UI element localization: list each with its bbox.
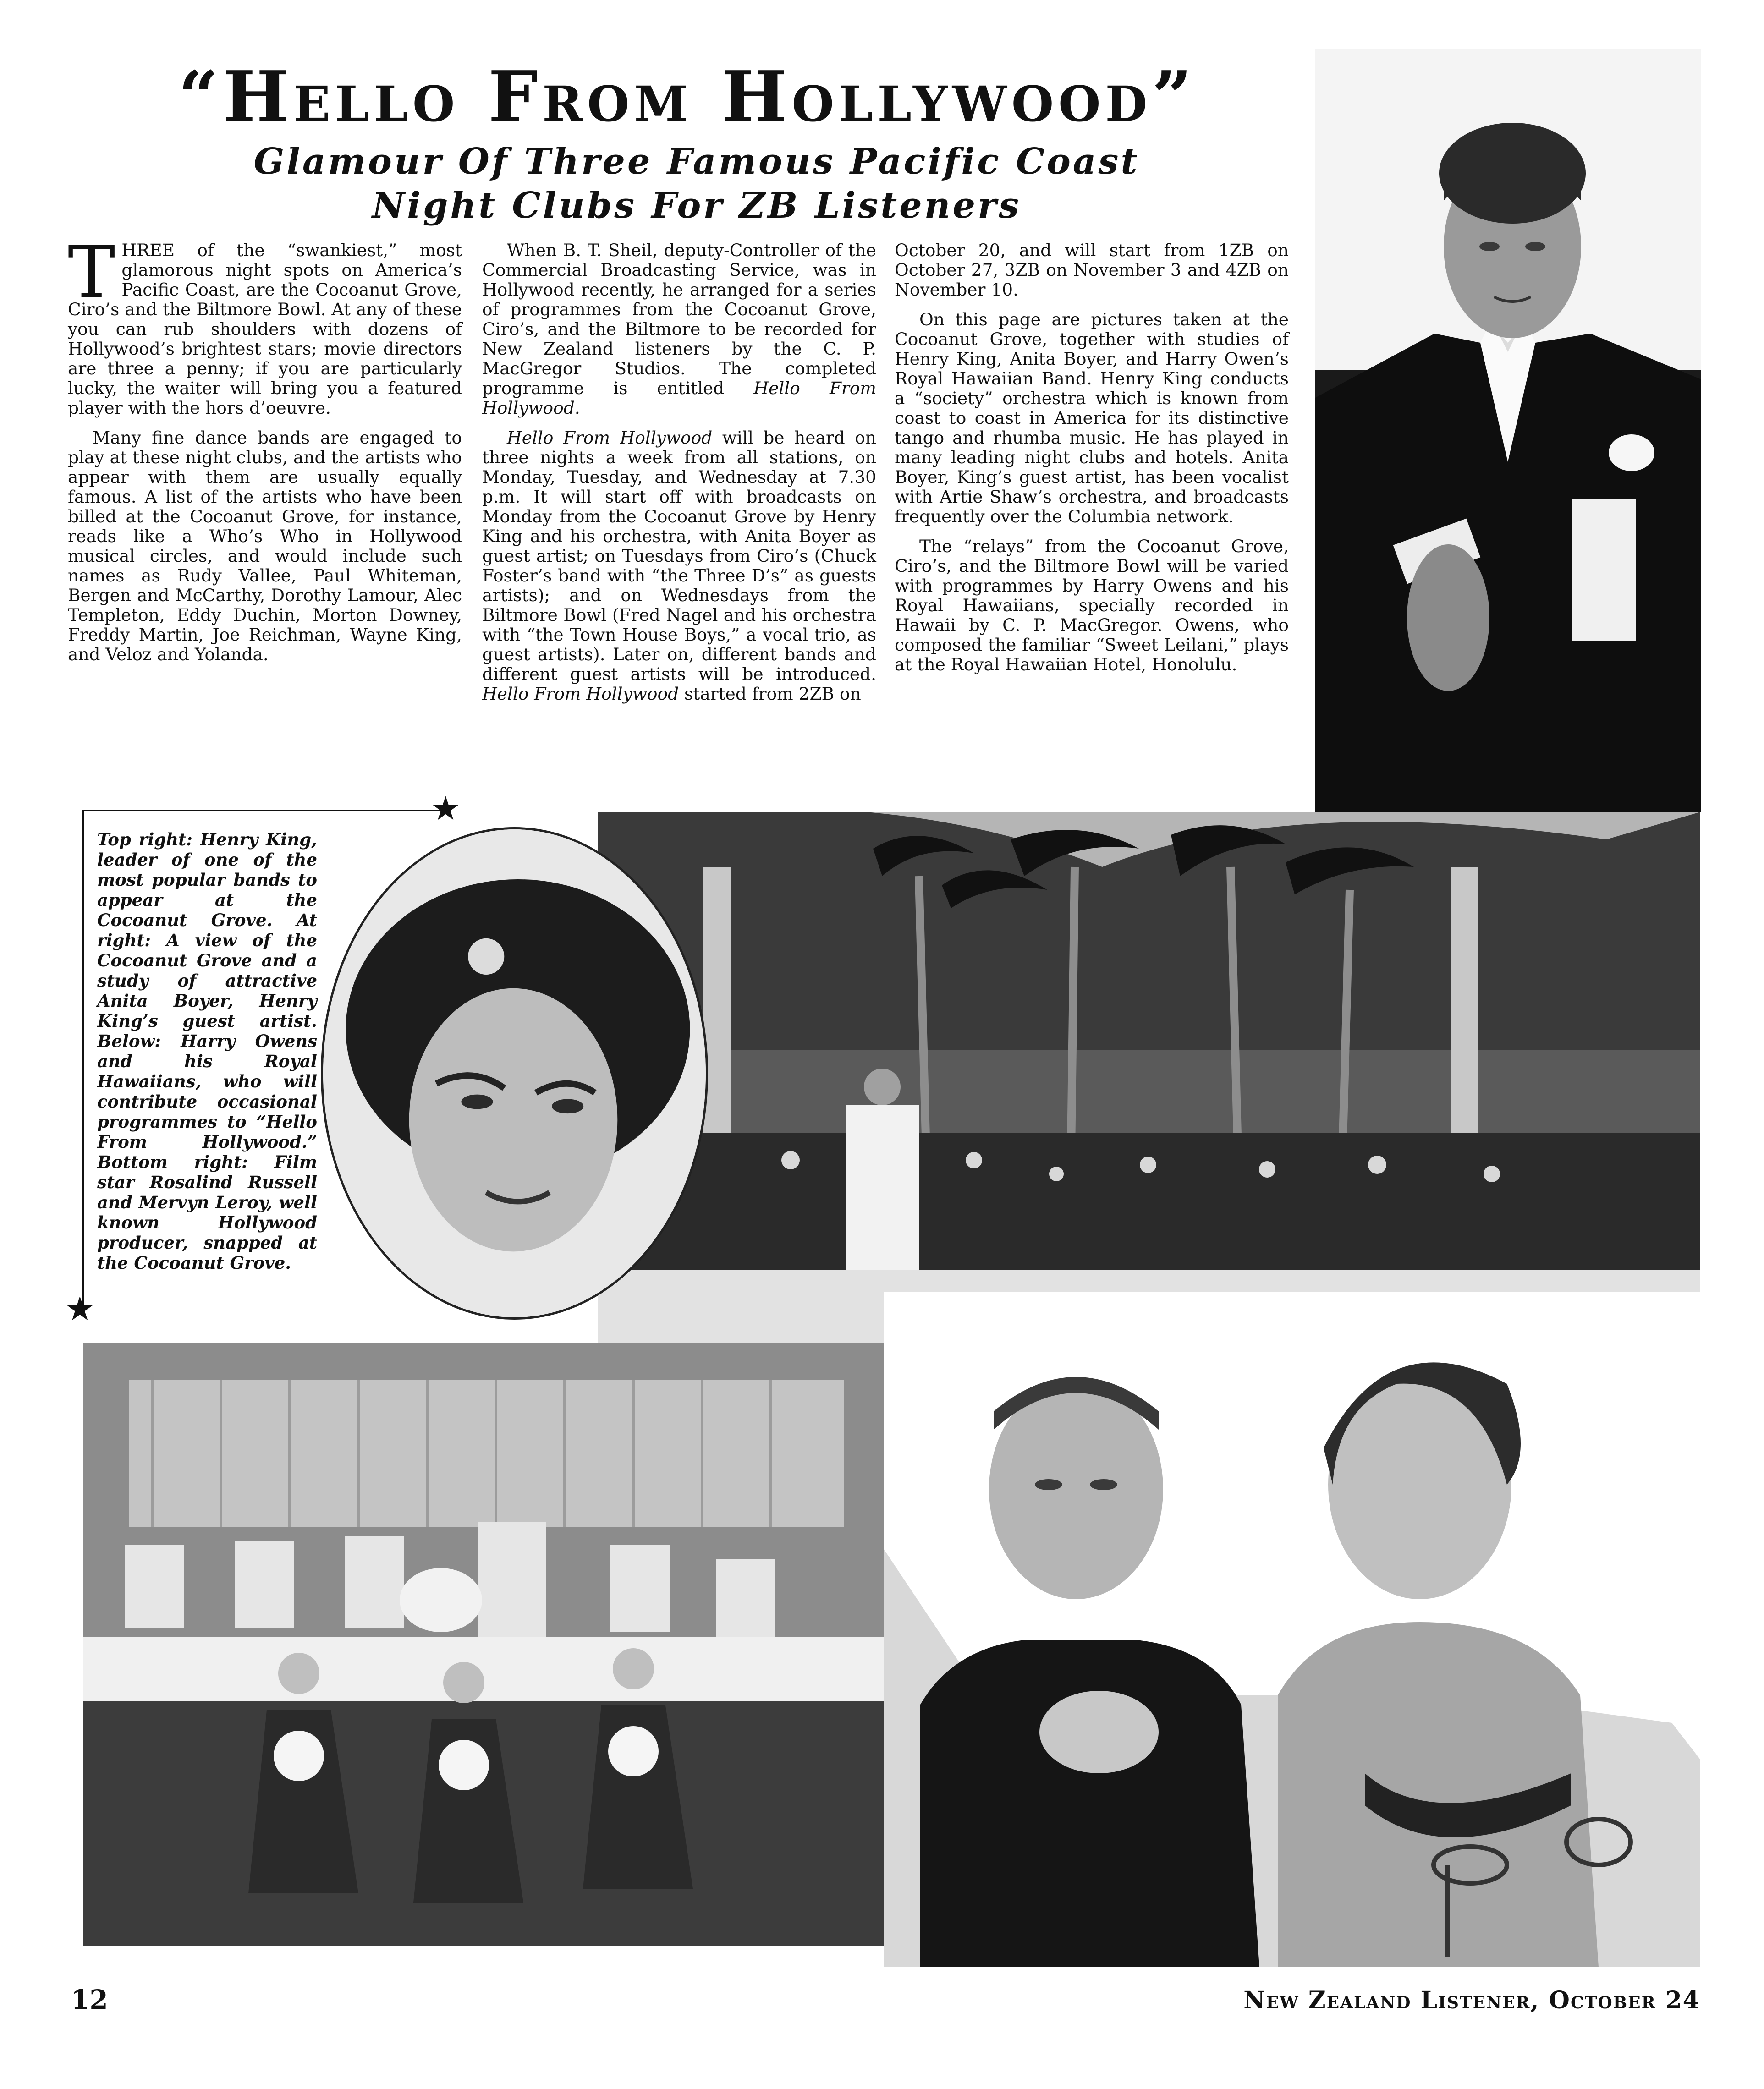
paragraph-text: When B. T. Sheil, deputy-Controller of the Commercial Broadcasting Service, was in Hollywood recently, he arranged for a series of programmes from the Cocoanut Grove, Ciro’s, and the Biltmore to be recorded for New Zealand listeners by the C. P. MacGregor Studios. The completed programme is entitled [482,240,876,398]
paragraph: Many fine dance bands are engaged to play at these night clubs, and the artists who appear with them are usually equally famous. A list of the artists who have been billed at the Cocoanut Grove, for instance, reads like a Who’s Who in Hollywood musical circles, and would include such names as Rudy Vallee, Paul Whiteman, Bergen and McCarthy, Dorothy Lamour, Alec Templeton, Eddy Duchin, Morton Downey, Freddy Martin, Joe Reichman, Wayne King, and Veloz and Yolanda. [68,428,462,664]
cocoanut-grove-photo [598,812,1700,1343]
paragraph-text: will be heard on three nights a week from all stations, on Monday, Tuesday, and Wednesday at 7.30 p.m. It will start off with broadcasts on Monday from the Cocoanut Grove by Henry King and his orchestra, with Anita Boyer as guest artist; on Tuesdays from Ciro’s (Chuck Foster’s band with “the Three D’s” as guests artists); and on Wednesdays from the Biltmore Bowl (Fred Nagel and his orchestra with “the Town House Boys,” a vocal trio, as guest artists). Later on, different bands and different guest artists will be introduced. [482,428,877,684]
subheadline [174,140,1219,228]
harry-owens-band-photo [83,1343,884,1946]
star-icon: ★ [65,1289,95,1328]
article-column-2 [482,241,876,714]
caption-rule [82,810,445,811]
paragraph [68,231,462,418]
paragraph: The “relays” from the Cocoanut Grove, Ciro’s, and the Biltmore Bowl will be varied with programmes by Harry Owens and his Royal Hawaiians, specially recorded in Hawaii by C. P. MacGregor. Owens, who composed the familiar “Sweet Leilani,” plays at the Royal Hawaiian Hotel, Honolulu. [895,536,1289,674]
article-column-1 [68,231,462,674]
star-icon: ★ [431,789,461,828]
subheadline-line-2: Night Clubs For ZB Listeners [372,185,1022,226]
caption-vertical-rule [82,810,84,1307]
paragraph [482,428,876,704]
programme-title: Hello From Hollywood [507,428,713,448]
henry-king-photo [1315,49,1701,812]
paragraph-text: HREE of the “swankiest,” most glamorous night spots on America’s Pacific Coast, are the Cocoanut Grove, Ciro’s and the Biltmore Bowl. At any of these you can rub shoulders with dozens of Hollywood’s brightest stars; movie directors are three a penny; if you are particularly lucky, the waiter will bring you a featured player with the hors d’oeuvre. [68,240,462,418]
paragraph: October 20, and will start from 1ZB on October 27, 3ZB on November 3 and 4ZB on November 10. [895,240,1289,300]
russell-leroy-photo [884,1292,1700,1967]
drop-cap: T [68,231,115,314]
page-number: 12 [71,1984,108,2015]
publication-footer: New Zealand Listener, October 24 [1243,1986,1700,2014]
article-column-3 [895,241,1289,685]
paragraph [482,241,876,418]
subheadline-line-1: Glamour Of Three Famous Pacific Coast [253,141,1140,182]
programme-title: Hello From Hollywood [482,684,679,704]
programme-title: Hello From Hollywood. [482,378,876,418]
paragraph: On this page are pictures taken at the Cocoanut Grove, together with studies of Henry King, Anita Boyer, and Harry Owen’s Royal Hawaiian Band. Henry King conducts a “society” orchestra which is known from coast to coast in America for its distinctive tango and rhumba music. He has played in many leading night clubs and hotels. Anita Boyer, King’s guest artist, has been vocalist with Artie Shaw’s orchestra, and broadcasts frequently over the Columbia network. [895,309,1289,526]
anita-boyer-photo [321,827,708,1320]
headline: “Hello From Hollywood” [178,55,1197,137]
paragraph-text: started from 2ZB on [684,684,861,704]
photo-caption: Top right: Henry King, leader of one of the most popular bands to appear at the Cocoanut Grove. At right: A view of the Cocoanut Grove and a study of attractive Anita Boyer, Henry King’s guest artist. Below: Harry Owens and his Royal Hawaiians, who will contribute occasional programmes to “Hello From Hollywood.” Bottom right: Film star Rosalind Russell and Mervyn Leroy, well known Hollywood producer, snapped at the Cocoanut Grove. [97,829,317,1273]
